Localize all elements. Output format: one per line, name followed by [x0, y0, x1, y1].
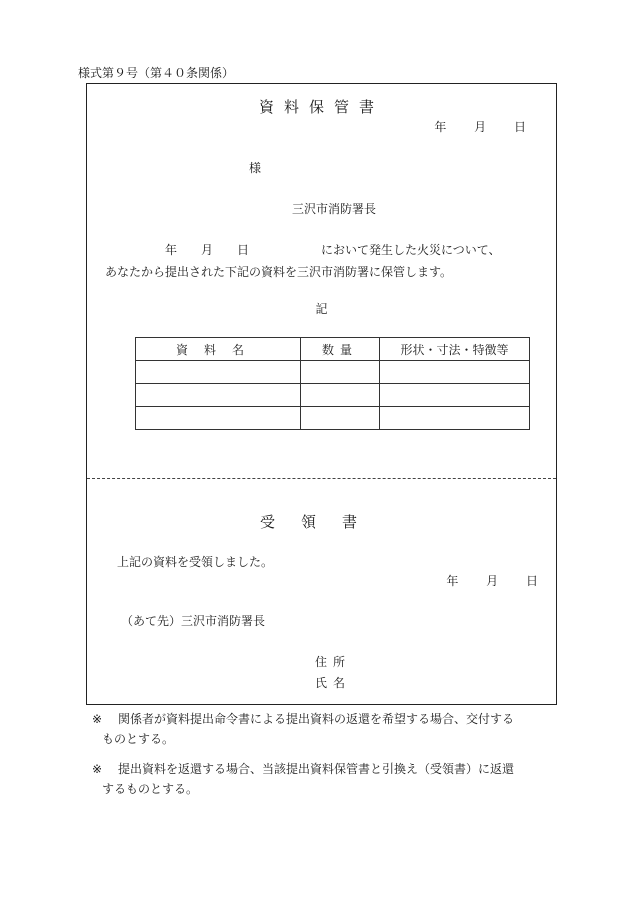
ki-heading: 記: [315, 302, 328, 316]
receipt-destination: （あて先）三沢市消防署長: [121, 614, 266, 628]
table-cell: [136, 407, 301, 430]
header-shape-size: 形状・寸法・特徴等: [380, 338, 530, 361]
custody-body-line1: 年 月 日 において発生した火災について、: [105, 243, 501, 257]
table-cell: [301, 384, 380, 407]
materials-table: [135, 337, 530, 430]
header-quantity: 数量: [301, 338, 380, 361]
address-label: 住所: [315, 655, 352, 669]
custody-body-line2: あなたから提出された下記の資料を三沢市消防署に保管します。: [105, 265, 453, 279]
form-number-label: 様式第９号（第４０条関係）: [78, 66, 235, 80]
table-cell: [380, 384, 530, 407]
table-cell: [301, 361, 380, 384]
receipt-statement: 上記の資料を受領しました。: [117, 555, 274, 569]
note-mark: ※: [92, 762, 103, 776]
table-row: [136, 384, 530, 407]
receipt-title: 受領書: [259, 513, 383, 531]
note-text-line1: 関係者が資料提出命令書による提出資料の返還を希望する場合、交付する: [118, 712, 515, 726]
addressee-suffix: 様: [249, 161, 262, 175]
table-cell: [301, 407, 380, 430]
table-row: [136, 407, 530, 430]
cut-line: [87, 478, 556, 479]
table-row: [136, 361, 530, 384]
issuer-name: 三沢市消防署長: [292, 202, 377, 216]
note-text-line2: するものとする。: [102, 782, 199, 796]
note-text-line1: 提出資料を返還する場合、当該提出資料保管書と引換え（受領書）に返還: [118, 762, 515, 776]
note-1: [92, 709, 552, 749]
note-2: [92, 759, 552, 799]
table-cell: [380, 407, 530, 430]
custody-title: 資料保管書: [258, 98, 384, 116]
form-frame: [86, 83, 557, 705]
custody-body: [105, 239, 501, 283]
note-text-line2: ものとする。: [102, 732, 175, 746]
name-label: 氏名: [315, 676, 352, 690]
receipt-date: 年 月 日: [446, 574, 538, 588]
table-cell: [136, 361, 301, 384]
header-material-name: 資料名: [136, 338, 301, 361]
table-header-row: [136, 338, 530, 361]
custody-date: 年 月 日: [434, 120, 526, 134]
note-mark: ※: [92, 712, 103, 726]
table-cell: [136, 384, 301, 407]
table-cell: [380, 361, 530, 384]
